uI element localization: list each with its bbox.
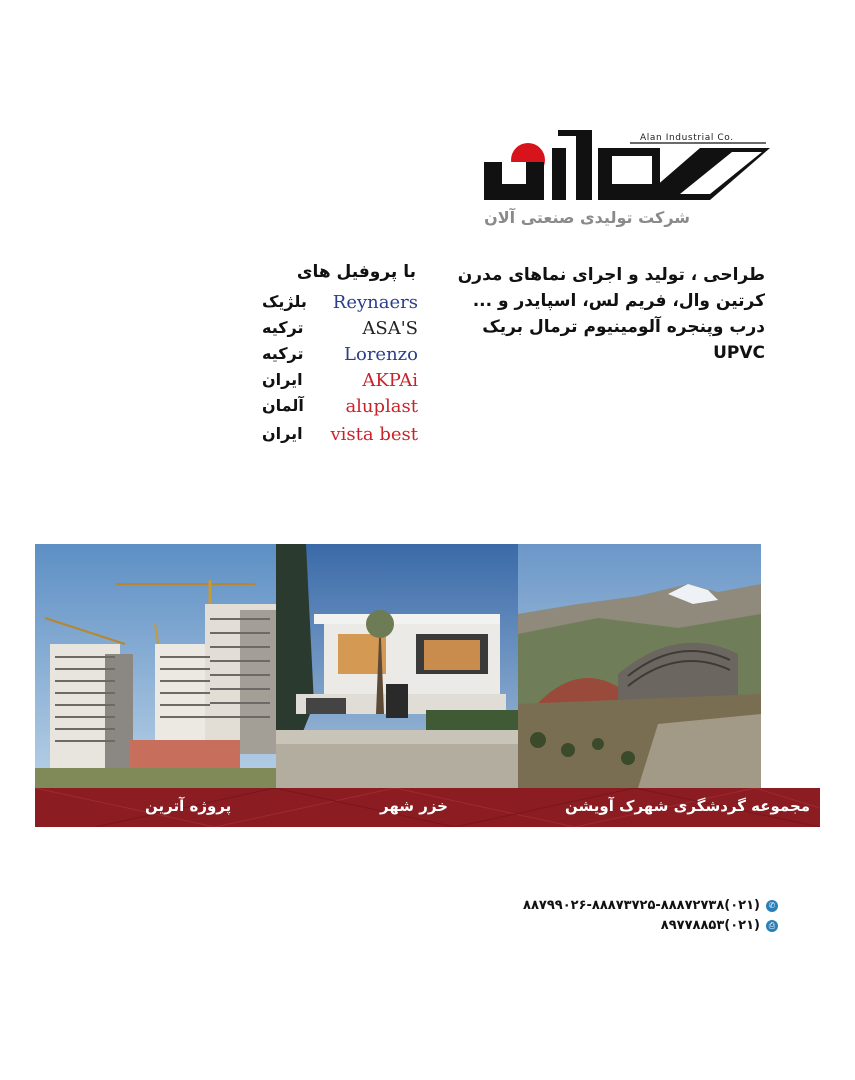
profile-country: ایران bbox=[262, 424, 303, 443]
profile-row bbox=[262, 396, 418, 420]
contact-phone bbox=[440, 898, 780, 916]
profile-row bbox=[262, 424, 418, 448]
services-line: UPVC bbox=[713, 343, 765, 363]
company-name-fa: شرکت تولیدی صنعتی آلان bbox=[484, 208, 690, 227]
profile-country: ترکیه bbox=[262, 344, 304, 363]
profile-brand: Lorenzo bbox=[344, 344, 418, 365]
project-caption-bar bbox=[35, 788, 820, 827]
project-caption: پروژه آترین bbox=[145, 797, 232, 815]
contact-fax bbox=[440, 918, 780, 936]
phone-icon: ✆ bbox=[766, 900, 778, 912]
profile-row bbox=[262, 370, 418, 394]
project-photo-avishan bbox=[518, 544, 761, 788]
profile-brand: ASA'S bbox=[362, 318, 418, 339]
profile-row bbox=[262, 344, 418, 368]
company-name-en: Alan Industrial Co. bbox=[640, 133, 734, 143]
profile-brand: vista best bbox=[330, 424, 418, 445]
project-photo-aterin bbox=[35, 544, 276, 788]
services-line: طراحی ، تولید و اجرای نماهای مدرن bbox=[457, 265, 765, 285]
services-description bbox=[457, 262, 765, 366]
profiles-heading: با پروفیل های bbox=[296, 262, 416, 282]
phone-numbers: (۰۲۱)۸۸۷۹۹۰۲۶-۸۸۸۷۳۷۲۵-۸۸۸۷۲۷۳۸ bbox=[523, 898, 760, 913]
project-caption: مجموعه گردشگری شهرک آویشن bbox=[565, 797, 811, 815]
project-photo-khazar bbox=[276, 544, 518, 788]
profile-country: بلژیک bbox=[262, 292, 307, 311]
profile-row bbox=[262, 318, 418, 342]
profile-brand: AKPAi bbox=[362, 370, 418, 391]
project-caption: خزر شهر bbox=[380, 797, 448, 815]
fax-number: (۰۲۱)۸۹۷۷۸۸۵۳ bbox=[660, 918, 760, 933]
profile-brand: aluplast bbox=[345, 396, 418, 417]
profile-country: آلمان bbox=[262, 396, 304, 415]
fax-icon: ⎙ bbox=[766, 920, 778, 932]
services-line: درب وپنجره آلومینیوم ترمال بریک bbox=[482, 317, 765, 337]
profile-country: ترکیه bbox=[262, 318, 304, 337]
profile-row bbox=[262, 292, 418, 316]
services-line: کرتین وال، فریم لس، اسپایدر و ... bbox=[472, 291, 765, 311]
profile-country: ایران bbox=[262, 370, 303, 389]
profile-brand: Reynaers bbox=[332, 292, 418, 313]
